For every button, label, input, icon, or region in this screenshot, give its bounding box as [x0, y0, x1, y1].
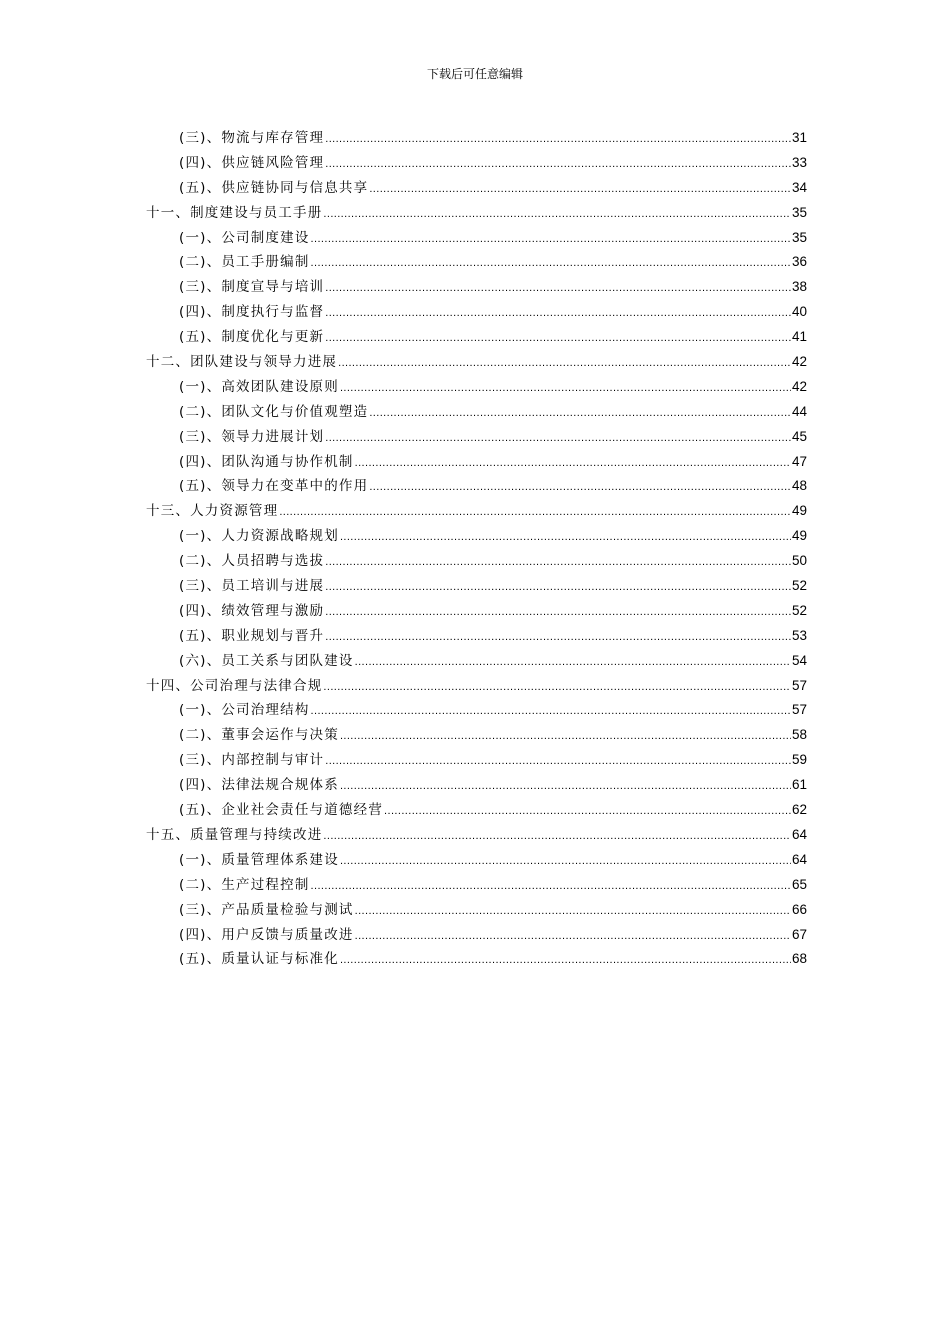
toc-entry-page-number: 59: [791, 752, 807, 768]
toc-chapter-entry[interactable]: [146, 499, 807, 524]
toc-entry-page-number: 38: [791, 279, 807, 295]
toc-section-entry[interactable]: [146, 325, 807, 350]
toc-section-entry[interactable]: [146, 773, 807, 798]
toc-entry-page-number: 64: [791, 826, 807, 842]
toc-entry-title: (二)、生产过程控制: [179, 876, 310, 893]
toc-entry-page-number: 33: [791, 154, 807, 170]
toc-section-entry[interactable]: [146, 275, 807, 300]
toc-entry-page-number: 49: [791, 503, 807, 519]
toc-entry-page-number: 42: [791, 378, 807, 394]
toc-entry-title: (一)、公司治理结构: [179, 702, 310, 719]
toc-dot-leader: [325, 276, 791, 301]
toc-entry-page-number: 41: [791, 329, 807, 345]
toc-section-entry[interactable]: [146, 400, 807, 425]
toc-section-entry[interactable]: [146, 798, 807, 823]
toc-section-entry[interactable]: [146, 574, 807, 599]
toc-dot-leader: [369, 177, 791, 202]
toc-entry-title: (二)、董事会运作与决策: [179, 727, 339, 744]
toc-section-entry[interactable]: [146, 873, 807, 898]
toc-section-entry[interactable]: [146, 375, 807, 400]
toc-entry-title: (三)、产品质量检验与测试: [179, 901, 354, 918]
toc-chapter-entry[interactable]: [146, 350, 807, 375]
toc-entry-title: (三)、员工培训与进展: [179, 578, 325, 595]
toc-section-entry[interactable]: [146, 450, 807, 475]
toc-chapter-entry[interactable]: [146, 674, 807, 699]
toc-entry-title: (四)、绩效管理与激励: [179, 602, 325, 619]
toc-section-entry[interactable]: [146, 599, 807, 624]
toc-dot-leader: [325, 301, 791, 326]
toc-section-entry[interactable]: [146, 474, 807, 499]
toc-dot-leader: [340, 774, 791, 799]
toc-entry-page-number: 64: [791, 851, 807, 867]
toc-dot-leader: [340, 376, 791, 401]
toc-dot-leader: [323, 675, 791, 700]
toc-entry-title: (五)、供应链协同与信息共享: [179, 179, 369, 196]
toc-entry-title: (四)、法律法规合规体系: [179, 777, 339, 794]
toc-section-entry[interactable]: [146, 176, 807, 201]
toc-dot-leader: [325, 749, 791, 774]
table-of-contents: [146, 126, 807, 972]
toc-entry-title: (四)、供应链风险管理: [179, 154, 325, 171]
toc-dot-leader: [323, 824, 791, 849]
toc-dot-leader: [325, 426, 791, 451]
page-header: 下载后可任意编辑: [426, 67, 523, 81]
toc-dot-leader: [279, 500, 791, 525]
toc-entry-page-number: 66: [791, 901, 807, 917]
toc-dot-leader: [355, 451, 791, 476]
toc-dot-leader: [325, 575, 791, 600]
toc-dot-leader: [338, 351, 791, 376]
toc-entry-page-number: 53: [791, 627, 807, 643]
toc-entry-title: (五)、企业社会责任与道德经营: [179, 802, 384, 819]
toc-section-entry[interactable]: [146, 300, 807, 325]
toc-section-entry[interactable]: [146, 250, 807, 275]
toc-entry-title: (五)、职业规划与晋升: [179, 627, 325, 644]
toc-entry-page-number: 48: [791, 478, 807, 494]
toc-entry-title: (五)、质量认证与标准化: [179, 951, 339, 968]
toc-entry-title: (二)、团队文化与价值观塑造: [179, 403, 369, 420]
toc-entry-title: (五)、制度优化与更新: [179, 329, 325, 346]
toc-section-entry[interactable]: [146, 524, 807, 549]
toc-entry-page-number: 45: [791, 428, 807, 444]
toc-dot-leader: [323, 202, 791, 227]
toc-entry-title: (一)、质量管理体系建设: [179, 851, 339, 868]
toc-entry-title: (二)、员工手册编制: [179, 254, 310, 271]
toc-entry-page-number: 40: [791, 304, 807, 320]
toc-dot-leader: [384, 799, 791, 824]
toc-entry-page-number: 31: [791, 130, 807, 145]
toc-dot-leader: [355, 924, 791, 949]
toc-entry-page-number: 35: [791, 204, 807, 220]
toc-entry-page-number: 50: [791, 553, 807, 569]
toc-dot-leader: [311, 251, 791, 276]
toc-entry-page-number: 62: [791, 802, 807, 818]
toc-entry-page-number: 67: [791, 926, 807, 942]
toc-entry-page-number: 42: [791, 354, 807, 370]
toc-dot-leader: [311, 227, 791, 252]
toc-entry-title: (二)、人员招聘与选拔: [179, 553, 325, 570]
toc-entry-title: (三)、制度宣导与培训: [179, 279, 325, 296]
toc-entry-title: (一)、公司制度建设: [179, 229, 310, 246]
toc-section-entry[interactable]: [146, 923, 807, 948]
toc-dot-leader: [325, 625, 791, 650]
toc-entry-title: (三)、内部控制与审计: [179, 752, 325, 769]
toc-section-entry[interactable]: [146, 126, 807, 151]
toc-entry-page-number: 52: [791, 578, 807, 594]
toc-entry-title: 十四、公司治理与法律合规: [146, 677, 323, 694]
toc-dot-leader: [340, 724, 791, 749]
toc-dot-leader: [340, 849, 791, 874]
toc-section-entry[interactable]: [146, 549, 807, 574]
toc-dot-leader: [369, 401, 791, 426]
toc-entry-title: (一)、人力资源战略规划: [179, 528, 339, 545]
toc-entry-title: (三)、物流与库存管理: [179, 130, 325, 146]
toc-entry-title: (四)、制度执行与监督: [179, 304, 325, 321]
toc-entry-title: 十三、人力资源管理: [146, 503, 279, 520]
toc-chapter-entry[interactable]: [146, 823, 807, 848]
toc-section-entry[interactable]: [146, 425, 807, 450]
toc-entry-page-number: 65: [791, 876, 807, 892]
toc-entry-title: 十二、团队建设与领导力进展: [146, 354, 338, 371]
toc-entry-page-number: 54: [791, 652, 807, 668]
toc-entry-page-number: 57: [791, 702, 807, 718]
toc-dot-leader: [325, 127, 791, 152]
toc-entry-title: (四)、用户反馈与质量改进: [179, 926, 354, 943]
toc-dot-leader: [325, 326, 791, 351]
toc-entry-title: 十五、质量管理与持续改进: [146, 826, 323, 843]
toc-dot-leader: [355, 899, 791, 924]
toc-section-entry[interactable]: [146, 151, 807, 176]
toc-entry-title: (四)、团队沟通与协作机制: [179, 453, 354, 470]
toc-section-entry[interactable]: [146, 748, 807, 773]
toc-entry-page-number: 49: [791, 528, 807, 544]
toc-entry-page-number: 36: [791, 254, 807, 270]
toc-entry-page-number: 61: [791, 777, 807, 793]
toc-entry-page-number: 44: [791, 403, 807, 419]
toc-entry-page-number: 47: [791, 453, 807, 469]
toc-section-entry[interactable]: [146, 848, 807, 873]
toc-entry-title: (五)、领导力在变革中的作用: [179, 478, 369, 495]
toc-dot-leader: [340, 948, 791, 973]
toc-dot-leader: [311, 874, 791, 899]
toc-dot-leader: [340, 525, 791, 550]
toc-entry-page-number: 58: [791, 727, 807, 743]
toc-entry-title: 十一、制度建设与员工手册: [146, 204, 323, 221]
toc-section-entry[interactable]: [146, 898, 807, 923]
toc-entry-title: (一)、高效团队建设原则: [179, 378, 339, 395]
toc-entry-page-number: 35: [791, 229, 807, 245]
toc-section-entry[interactable]: [146, 624, 807, 649]
toc-dot-leader: [325, 600, 791, 625]
toc-entry-page-number: 68: [791, 951, 807, 967]
toc-dot-leader: [325, 152, 791, 177]
toc-entry-page-number: 34: [791, 179, 807, 195]
toc-section-entry[interactable]: [146, 723, 807, 748]
toc-section-entry[interactable]: [146, 226, 807, 251]
toc-entry-title: (六)、员工关系与团队建设: [179, 652, 354, 669]
toc-dot-leader: [325, 550, 791, 575]
toc-dot-leader: [355, 650, 791, 675]
toc-dot-leader: [369, 475, 791, 500]
toc-section-entry[interactable]: [146, 649, 807, 674]
toc-chapter-entry[interactable]: [146, 201, 807, 226]
toc-entry-title: (三)、领导力进展计划: [179, 428, 325, 445]
toc-dot-leader: [311, 699, 791, 724]
toc-section-entry[interactable]: [146, 947, 807, 972]
toc-entry-page-number: 52: [791, 602, 807, 618]
toc-section-entry[interactable]: [146, 698, 807, 723]
toc-entry-page-number: 57: [791, 677, 807, 693]
